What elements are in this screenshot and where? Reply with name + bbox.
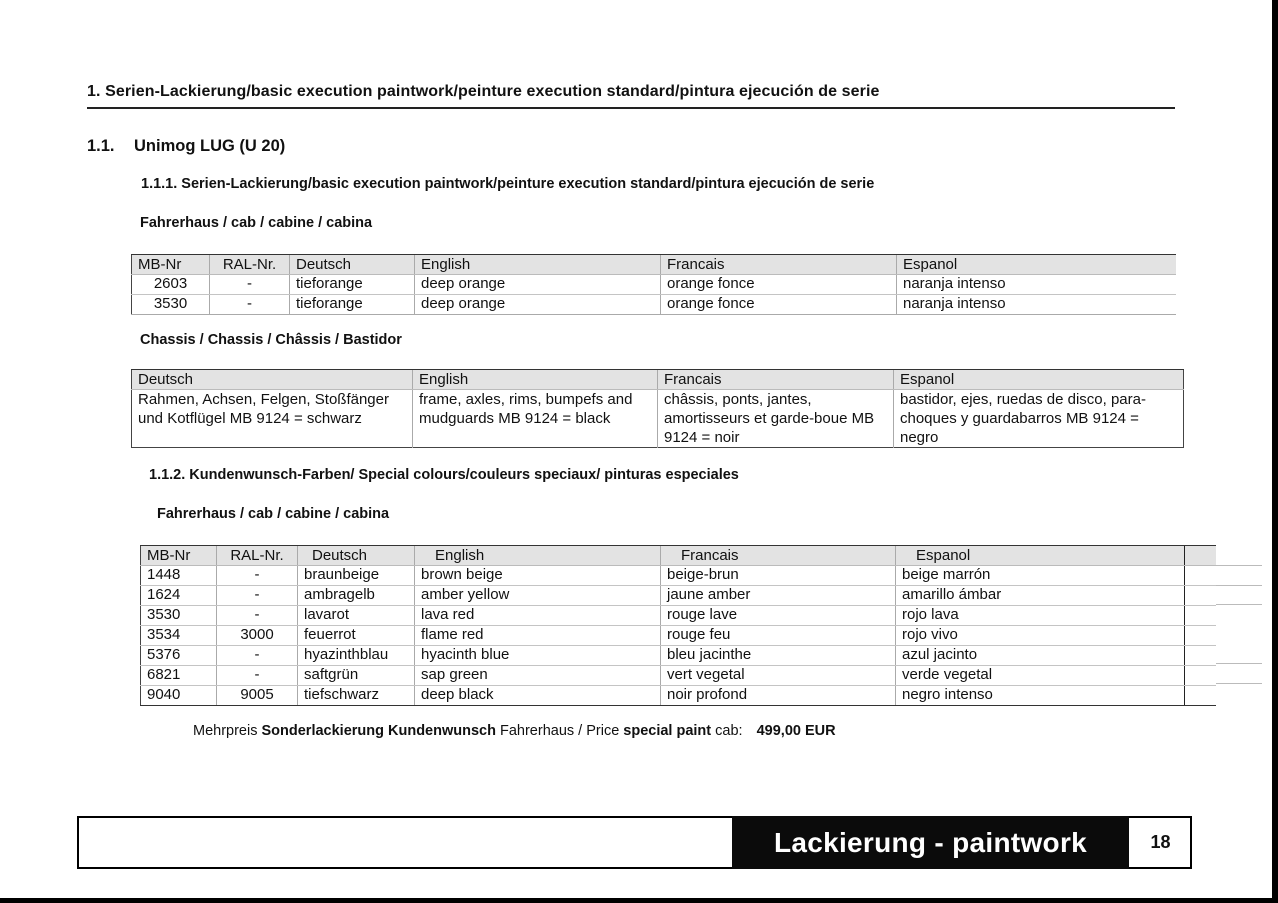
cell-espanol: azul jacinto: [896, 646, 1185, 666]
artifact-line: [1216, 585, 1262, 586]
cell-espanol: amarillo ámbar: [896, 586, 1185, 606]
col-header: Deutsch: [290, 255, 415, 275]
cell-francais: noir profond: [661, 686, 896, 706]
artifact-line: [1216, 683, 1262, 684]
empty-cell: [1185, 566, 1217, 586]
empty-cell: [1185, 666, 1217, 686]
col-header: English: [413, 370, 658, 390]
col-header: Espanol: [894, 370, 1184, 390]
cell-deutsch: feuerrot: [298, 626, 415, 646]
col-header: English: [415, 255, 661, 275]
page-shadow-right: [1272, 0, 1278, 903]
cab-subheading: Fahrerhaus / cab / cabine / cabina: [140, 215, 373, 231]
cell-mb-nr: 3534: [141, 626, 217, 646]
table-row: [132, 295, 1177, 315]
table-row: [132, 390, 1184, 448]
empty-cell: [1185, 626, 1217, 646]
price-amount: 499,00 EUR: [756, 723, 836, 739]
cell-espanol: naranja intenso: [897, 275, 1177, 295]
cell-espanol: rojo vivo: [896, 626, 1185, 646]
table-header-row: [132, 370, 1184, 390]
table-row: [141, 606, 1217, 626]
table-row: [132, 275, 1177, 295]
price-note: [193, 723, 836, 739]
table-row: [141, 566, 1217, 586]
cell-deutsch: tiefschwarz: [298, 686, 415, 706]
cell-english: deep black: [415, 686, 661, 706]
cell-ral-nr: -: [217, 606, 298, 626]
artifact-line: [1216, 565, 1262, 566]
cell-francais: jaune amber: [661, 586, 896, 606]
heading-rule: [87, 107, 1175, 109]
col-header: RAL-Nr.: [217, 546, 298, 566]
col-header: MB-Nr: [132, 255, 210, 275]
cell-deutsch: tieforange: [290, 275, 415, 295]
table-row: [141, 646, 1217, 666]
col-header: Espanol: [897, 255, 1177, 275]
empty-cell: [1185, 646, 1217, 666]
cell-mb-nr: 6821: [141, 666, 217, 686]
special-cab-subheading: Fahrerhaus / cab / cabine / cabina: [157, 506, 390, 522]
cell-espanol: bastidor, ejes, ruedas de disco, para-choques y guardabarros MB 9124 = negro: [894, 390, 1184, 448]
cell-deutsch: hyazinthblau: [298, 646, 415, 666]
col-header: Francais: [661, 546, 896, 566]
cell-francais: orange fonce: [661, 275, 897, 295]
col-header: MB-Nr: [141, 546, 217, 566]
page-number: 18: [1150, 832, 1171, 852]
cell-mb-nr: 5376: [141, 646, 217, 666]
cell-ral-nr: -: [217, 646, 298, 666]
cell-ral-nr: -: [217, 586, 298, 606]
cell-mb-nr: 1624: [141, 586, 217, 606]
col-header: Francais: [661, 255, 897, 275]
table-header-row: [132, 255, 1177, 275]
section-heading-1-1-2: 1.1.2. Kundenwunsch-Farben/ Special colours/couleurs speciaux/ pinturas especiales: [149, 467, 739, 483]
cell-mb-nr: 9040: [141, 686, 217, 706]
cell-espanol: beige marrón: [896, 566, 1185, 586]
cell-ral-nr: -: [210, 295, 290, 315]
artifact-line: [1216, 604, 1262, 605]
table-header-row: [141, 546, 1217, 566]
section-heading-1-1: [87, 137, 285, 156]
page-shadow-bottom: [0, 898, 1278, 903]
cell-deutsch: tieforange: [290, 295, 415, 315]
cell-espanol: verde vegetal: [896, 666, 1185, 686]
cell-espanol: rojo lava: [896, 606, 1185, 626]
cell-espanol: naranja intenso: [897, 295, 1177, 315]
cell-english: sap green: [415, 666, 661, 686]
cell-ral-nr: -: [217, 566, 298, 586]
cell-deutsch: braunbeige: [298, 566, 415, 586]
cell-english: flame red: [415, 626, 661, 646]
cell-mb-nr: 3530: [132, 295, 210, 315]
cell-deutsch: Rahmen, Achsen, Felgen, Stoßfänger und Kotflügel MB 9124 = schwarz: [138, 391, 389, 427]
cell-ral-nr: 9005: [217, 686, 298, 706]
col-header: English: [415, 546, 661, 566]
cell-english: deep orange: [415, 275, 661, 295]
empty-cell: [1185, 586, 1217, 606]
cell-deutsch: lavarot: [298, 606, 415, 626]
cell-francais: beige-brun: [661, 566, 896, 586]
cell-francais: bleu jacinthe: [661, 646, 896, 666]
cell-mb-nr: 3530: [141, 606, 217, 626]
cell-ral-nr: -: [217, 666, 298, 686]
cell-francais: rouge feu: [661, 626, 896, 646]
col-header: Deutsch: [132, 370, 413, 390]
special-colours-body: [141, 566, 1217, 706]
price-text: Mehrpreis: [193, 723, 262, 739]
price-text: cab:: [711, 723, 743, 739]
artifact-line: [1216, 663, 1262, 664]
cell-english: amber yellow: [415, 586, 661, 606]
cell-mb-nr: 1448: [141, 566, 217, 586]
chassis-subheading: Chassis / Chassis / Châssis / Bastidor: [140, 332, 402, 348]
cell-francais: vert vegetal: [661, 666, 896, 686]
cell-english: brown beige: [415, 566, 661, 586]
cell-deutsch: saftgrün: [298, 666, 415, 686]
empty-cell: [1185, 606, 1217, 626]
table-row: [141, 666, 1217, 686]
footer-title: Lackierung - paintwork: [732, 816, 1129, 869]
section-title: Unimog LUG (U 20): [134, 137, 286, 155]
cell-francais: orange fonce: [661, 295, 897, 315]
cell-english: hyacinth blue: [415, 646, 661, 666]
section-heading-1-1-1: 1.1.1. Serien-Lackierung/basic execution paintwork/peinture execution standard/pintura ejecución de serie: [141, 176, 875, 192]
section-number: 1.1.: [87, 137, 115, 155]
price-text-bold: special paint: [623, 723, 712, 739]
cell-francais: châssis, ponts, jantes, amortisseurs et garde-boue MB 9124 = noir: [658, 390, 894, 448]
cell-ral-nr: 3000: [217, 626, 298, 646]
col-header: Deutsch: [298, 546, 415, 566]
section-heading-1: 1. Serien-Lackierung/basic execution paintwork/peinture execution standard/pintura ejecución de serie: [87, 83, 880, 100]
empty-header-cell: [1185, 546, 1217, 566]
cell-english: lava red: [415, 606, 661, 626]
col-header: Espanol: [896, 546, 1185, 566]
col-header: RAL-Nr.: [210, 255, 290, 275]
empty-cell: [1185, 686, 1217, 706]
special-colours-table: [140, 545, 1216, 706]
cell-deutsch: ambragelb: [298, 586, 415, 606]
table-row: [141, 626, 1217, 646]
cell-english: deep orange: [415, 295, 661, 315]
cell-english: frame, axles, rims, bumpefs and mudguards MB 9124 = black: [413, 390, 658, 448]
standard-cab-paint-table: [131, 254, 1176, 315]
chassis-paint-table: [131, 369, 1184, 448]
price-text: Fahrerhaus / Price: [495, 723, 624, 739]
cell-mb-nr: 2603: [132, 275, 210, 295]
cell-ral-nr: -: [210, 275, 290, 295]
table-row: [141, 686, 1217, 706]
cell-espanol: negro intenso: [896, 686, 1185, 706]
price-text-bold: Sonderlackierung Kundenwunsch: [261, 723, 496, 739]
table-row: [141, 586, 1217, 606]
col-header: Francais: [658, 370, 894, 390]
cell-francais: rouge lave: [661, 606, 896, 626]
